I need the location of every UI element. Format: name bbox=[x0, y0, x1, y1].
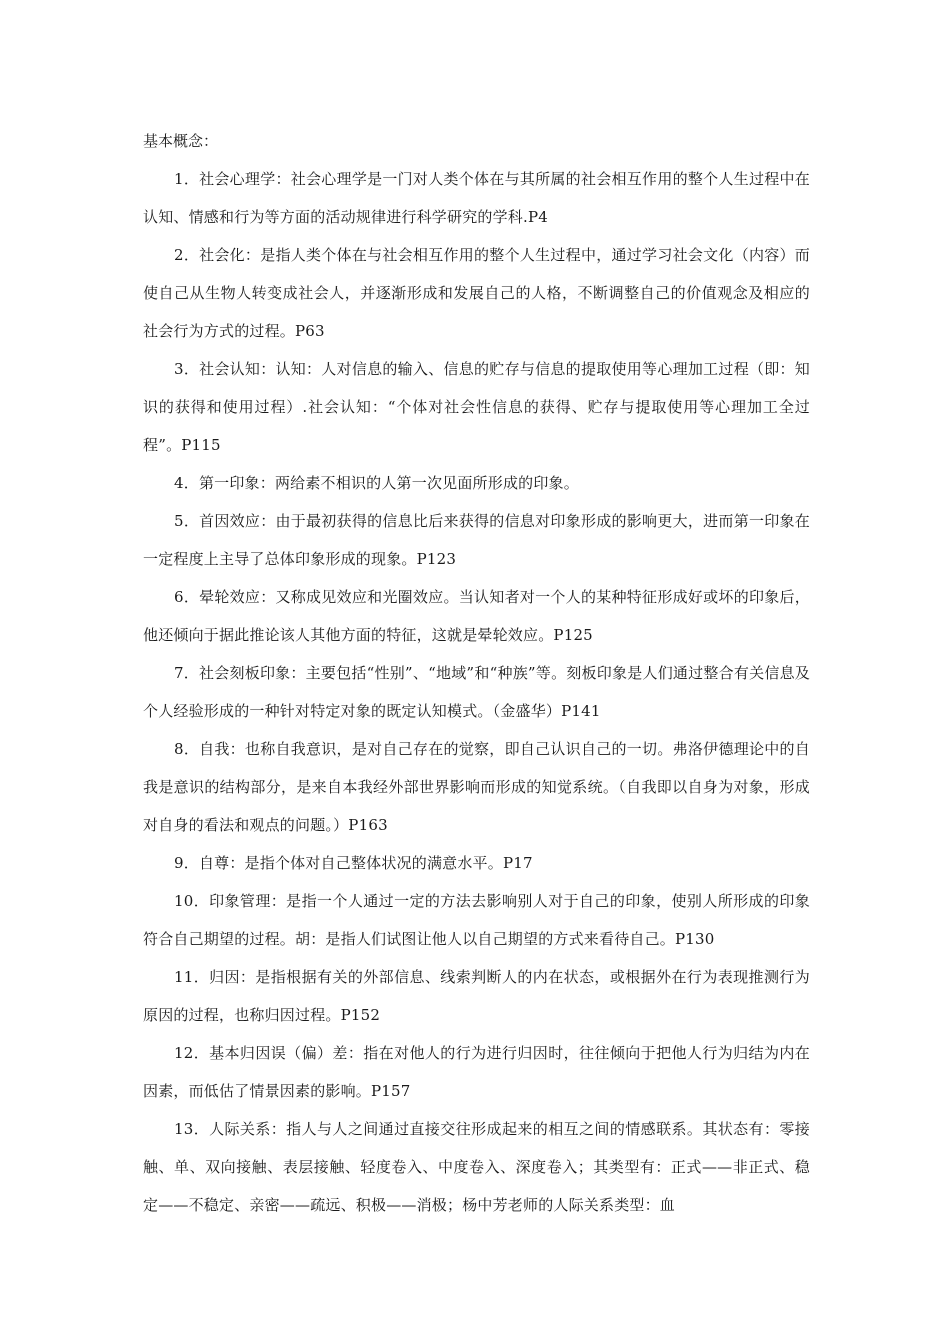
definition-item-4: 4．第一印象：两给素不相识的人第一次见面所形成的印象。 bbox=[174, 474, 579, 492]
definition-item-8: 8．自我：也称自我意识，是对自己存在的觉察，即自己认识自己的一切。弗洛伊德理论中的自我是意识的结构部分，是来自本我经外部世界影响而形成的知觉系统。（自我即以自身为对象，形成对自身的看法和观点的问题。）P163 bbox=[143, 740, 810, 834]
definition-item-13: 13．人际关系：指人与人之间通过直接交往形成起来的相互之间的情感联系。其状态有：零接触、单、双向接触、表层接触、轻度卷入、中度卷入、深度卷入；其类型有：正式——非正式、稳定——不稳定、亲密——疏远、积极——消极；杨中芳老师的人际关系类型：血 bbox=[143, 1120, 810, 1214]
document-page bbox=[143, 122, 810, 1224]
definition-item-5: 5．首因效应：由于最初获得的信息比后来获得的信息对印象形成的影响更大，进而第一印象在一定程度上主导了总体印象形成的现象。P123 bbox=[143, 512, 810, 568]
definition-item-1: 1．社会心理学：社会心理学是一门对人类个体在与其所属的社会相互作用的整个人生过程中在认知、情感和行为等方面的活动规律进行科学研究的学科.P4 bbox=[143, 170, 810, 226]
definition-item-6: 6．晕轮效应：又称成见效应和光圈效应。当认知者对一个人的某种特征形成好或坏的印象后，他还倾向于据此推论该人其他方面的特征，这就是晕轮效应。P125 bbox=[143, 588, 810, 644]
definition-item-3: 3．社会认知：认知：人对信息的输入、信息的贮存与信息的提取使用等心理加工过程（即：知识的获得和使用过程）.社会认知：“个体对社会性信息的获得、贮存与提取使用等心理加工全过程”。P115 bbox=[143, 360, 810, 454]
definition-item-12: 12．基本归因误（偏）差：指在对他人的行为进行归因时，往往倾向于把他人行为归结为内在因素，而低估了情景因素的影响。P157 bbox=[143, 1044, 810, 1100]
definition-item-9: 9．自尊：是指个体对自己整体状况的满意水平。P17 bbox=[174, 854, 533, 872]
definition-item-7: 7．社会刻板印象：主要包括“性别”、“地域”和“种族”等。刻板印象是人们通过整合有关信息及个人经验形成的一种针对特定对象的既定认知模式。（金盛华）P141 bbox=[143, 664, 810, 720]
definition-item-11: 11．归因：是指根据有关的外部信息、线索判断人的内在状态，或根据外在行为表现推测行为原因的过程，也称归因过程。P152 bbox=[143, 968, 810, 1024]
definition-item-10: 10．印象管理：是指一个人通过一定的方法去影响别人对于自己的印象，使别人所形成的印象符合自己期望的过程。胡：是指人们试图让他人以自己期望的方式来看待自己。P130 bbox=[143, 892, 810, 948]
section-heading: 基本概念： bbox=[143, 132, 219, 150]
definition-item-2: 2．社会化：是指人类个体在与社会相互作用的整个人生过程中，通过学习社会文化（内容）而使自己从生物人转变成社会人，并逐渐形成和发展自己的人格，不断调整自己的价值观念及相应的社会行为方式的过程。P63 bbox=[143, 246, 810, 340]
